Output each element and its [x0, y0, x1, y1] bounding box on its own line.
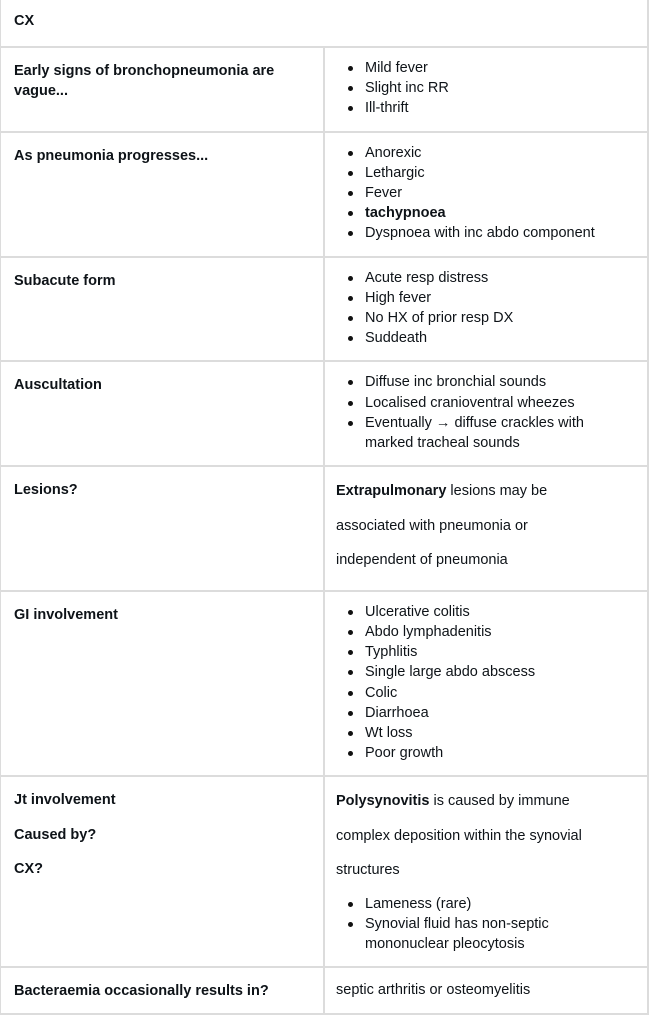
question-cell: As pneumonia progresses...: [0, 132, 324, 257]
list-item: Wt loss: [365, 723, 635, 743]
answer-text: lesions may be: [446, 483, 548, 500]
answer-cell: [324, 257, 648, 362]
list-item: Typhlitis: [365, 642, 635, 662]
answer-cell: septic arthritis or osteomyelitis: [324, 967, 648, 1014]
question-cell: Lesions?: [0, 466, 324, 591]
question-text: Jt involvement: [14, 792, 116, 809]
answer-text: associated with pneumonia or: [336, 517, 528, 534]
answer-cell: [324, 361, 648, 466]
list-item: Anorexic: [365, 143, 635, 163]
list-item: Suddeath: [365, 328, 635, 348]
list-item: Eventually → diffuse crackles with marked tracheal sounds: [365, 413, 635, 453]
table-row: [0, 967, 648, 1014]
table-row: [0, 257, 648, 362]
table-row: [0, 776, 648, 967]
list-item: Diarrhoea: [365, 703, 635, 723]
answer-text: independent of pneumonia: [336, 552, 508, 569]
list-item: Synovial fluid has non-septic mononuclear pleocytosis: [365, 914, 635, 954]
question-cell: Early signs of bronchopneumonia are vague...: [0, 47, 324, 132]
answer-cell: [324, 466, 648, 591]
list-item: Abdo lymphadenitis: [365, 622, 635, 642]
answer-bold-term: Polysynovitis: [336, 793, 430, 810]
list-item: Slight inc RR: [365, 78, 635, 98]
list-item: Localised cranioventral wheezes: [365, 393, 635, 413]
answer-cell: [324, 591, 648, 777]
answer-paragraph: [336, 784, 635, 888]
answer-cell: [324, 47, 648, 132]
list-item: Colic: [365, 683, 635, 703]
list-item: Single large abdo abscess: [365, 662, 635, 682]
list-item: Fever: [365, 183, 635, 203]
list-item: Acute resp distress: [365, 268, 635, 288]
question-cell: Auscultation: [0, 361, 324, 466]
list-item: Diffuse inc bronchial sounds: [365, 372, 635, 392]
answer-cell: [324, 776, 648, 967]
question-text: Caused by?: [14, 826, 97, 843]
list-item: No HX of prior resp DX: [365, 308, 635, 328]
table-header-cell: CX: [0, 0, 648, 47]
table-row: [0, 361, 648, 466]
table-row: [0, 47, 648, 132]
list-item: Ill-thrift: [365, 98, 635, 118]
list-item: tachypnoea: [365, 203, 635, 223]
list-item: High fever: [365, 288, 635, 308]
answer-list: [336, 268, 635, 349]
table-row: [0, 466, 648, 591]
answer-cell: [324, 132, 648, 257]
answer-bold-term: Extrapulmonary: [336, 483, 447, 500]
question-cell: Bacteraemia occasionally results in?: [0, 967, 324, 1014]
table-row: [0, 591, 648, 777]
answer-list: [336, 58, 635, 119]
list-item: Lethargic: [365, 163, 635, 183]
table-header-row: [0, 0, 648, 47]
list-item: Ulcerative colitis: [365, 602, 635, 622]
answer-text: is caused by immune: [429, 793, 570, 810]
question-cell: [0, 776, 324, 967]
answer-list: [336, 372, 635, 453]
answer-list: [336, 602, 635, 764]
answer-text: structures: [336, 862, 400, 879]
answer-text: complex deposition within the synovial: [336, 827, 582, 844]
answer-paragraph: [336, 474, 635, 578]
question-cell: Subacute form: [0, 257, 324, 362]
list-item: Lameness (rare): [365, 894, 635, 914]
list-item: Dyspnoea with inc abdo component: [365, 223, 635, 243]
list-item: Mild fever: [365, 58, 635, 78]
table-row: [0, 132, 648, 257]
answer-list: [336, 143, 635, 244]
question-lines: [14, 783, 311, 887]
answer-list: [336, 894, 635, 955]
question-text: CX?: [14, 861, 43, 878]
question-cell: GI involvement: [0, 591, 324, 777]
list-item: Poor growth: [365, 743, 635, 763]
